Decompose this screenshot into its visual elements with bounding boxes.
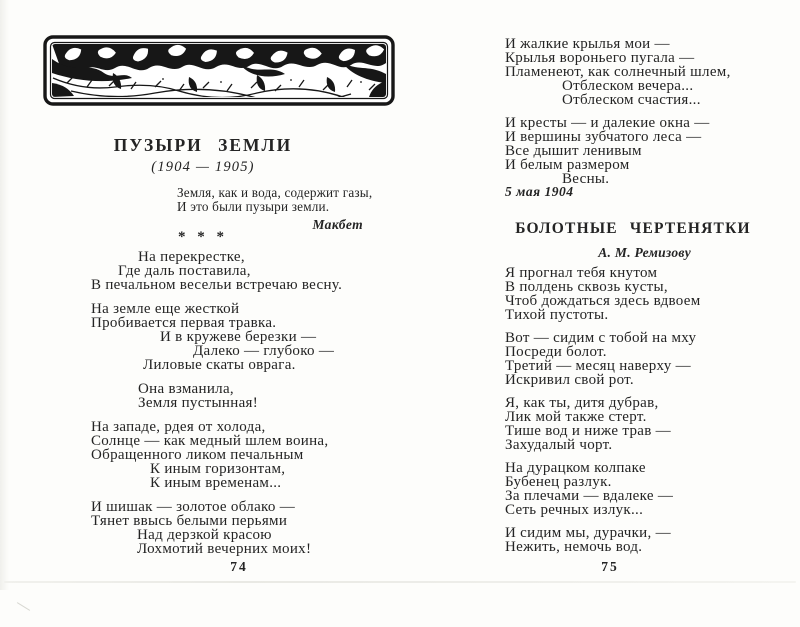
stanza [505, 331, 701, 387]
poem-line: Весны. [562, 171, 610, 187]
poem-line: Третий — месяц наверху — [505, 358, 691, 374]
poem-line: Крылья вороньего пугала — [505, 50, 695, 66]
poem-line: Я прогнал тебя кнутом [505, 265, 658, 281]
poem-body-right-top [505, 37, 731, 195]
untitled-poem-marker: * * * [178, 229, 228, 245]
poem-line: Искривил свой рот. [505, 372, 634, 388]
poem-line: Захудалый чорт. [505, 437, 613, 453]
poem-line: Лиловые скаты оврага. [143, 357, 296, 373]
poem-line: Сеть речных излук... [505, 502, 644, 518]
poem-line: Отблеском вечера... [562, 78, 694, 94]
poem-line: И белым размером [505, 157, 630, 173]
poem-cycle-title: ПУЗЫРИ ЗЕМЛИ [113, 135, 293, 155]
stanza [91, 420, 342, 490]
stanza [91, 250, 342, 292]
corner-scratch-mark [17, 602, 30, 611]
poem-dedication: А. М. Ремизову [598, 245, 691, 260]
poem-body-right-bottom [505, 266, 701, 563]
poem-line: И вершины зубчатого леса — [505, 129, 702, 145]
poem-line: Пламенеют, как солнечный шлем, [505, 64, 731, 80]
poem-line: К иным горизонтам, [150, 461, 286, 477]
poem-title: БОЛОТНЫЕ ЧЕРТЕНЯТКИ [515, 220, 751, 237]
floral-engraving-ornament [43, 35, 395, 106]
page-number-right: 75 [601, 559, 619, 574]
poem-line: Чтоб дождаться здесь вдвоем [505, 293, 701, 309]
poem-line: Солнце — как медный шлем воина, [91, 433, 329, 449]
poem-line: Над дерзкой красою [137, 527, 272, 543]
poem-line: Лик мой также стерт. [505, 409, 647, 425]
poem-line: Земля пустынная! [138, 395, 259, 411]
poem-line: В печальном весельи встречаю весну. [91, 277, 343, 293]
poem-line: Пробивается первая травка. [91, 315, 277, 331]
stanza [505, 526, 701, 554]
poem-line: На западе, рдея от холода, [91, 419, 266, 435]
poem-cycle-years: (1904 — 1905) [151, 159, 255, 175]
poem-line: Она взманила, [138, 381, 234, 397]
stanza [505, 116, 731, 186]
poem-line: Тихой пустоты. [505, 307, 609, 323]
poem-line: Где даль поставила, [118, 263, 251, 279]
scan-left-edge-shadow [0, 0, 9, 590]
epigraph-attribution: Макбет [312, 217, 363, 232]
stanza [505, 396, 701, 452]
poem-line: Далеко — глубоко — [193, 343, 335, 359]
poem-line: В полдень сквозь кусты, [505, 279, 668, 295]
stanza [505, 37, 731, 107]
poem-line: Тянет ввысь белыми перьями [91, 513, 288, 529]
poem-line: И в кружеве березки — [160, 329, 317, 345]
poem-line: Посреди болот. [505, 344, 607, 360]
poem-line: И жалкие крылья мои — [505, 36, 670, 52]
page-number-left: 74 [230, 559, 248, 574]
poem-line: Все дышит ленивым [505, 143, 642, 159]
poem-line: Бубенец разлук. [505, 474, 612, 490]
poem-line: На дурацком колпаке [505, 460, 646, 476]
poem-line: К иным временам... [150, 475, 282, 491]
stanza [91, 500, 342, 556]
poem-line: И сидим мы, дурачки, — [505, 525, 671, 541]
poem-line: Лохмотий вечерних моих! [137, 541, 312, 557]
poem-line: На земле еще жесткой [91, 301, 240, 317]
stanza [91, 382, 342, 410]
poem-date: 5 мая 1904 [505, 184, 574, 199]
page-bottom-edge [4, 581, 796, 583]
epigraph-line: Земля, как и вода, содержит газы, [177, 185, 373, 200]
poem-line: Обращенного ликом печальным [91, 447, 304, 463]
stanza [505, 266, 701, 322]
poem-line: И кресты — и далекие окна — [505, 115, 710, 131]
epigraph-line: И это были пузыри земли. [177, 198, 330, 214]
stanza [505, 461, 701, 517]
poem-line: Я, как ты, дитя дубрав, [505, 395, 659, 411]
stanza [91, 302, 342, 372]
poem-line: На перекрестке, [138, 249, 245, 265]
poem-body-left [91, 250, 342, 566]
poem-line: За плечами — вдалеке — [505, 488, 674, 504]
poem-line: Тише вод и ниже трав — [505, 423, 671, 439]
poem-line: Отблеском счастия... [562, 92, 701, 108]
poem-line: Вот — сидим с тобой на мху [505, 330, 697, 346]
poem-line: И шишак — золотое облако — [91, 499, 296, 515]
poem-line: Нежить, немочь вод. [505, 539, 643, 555]
epigraph [177, 186, 385, 233]
